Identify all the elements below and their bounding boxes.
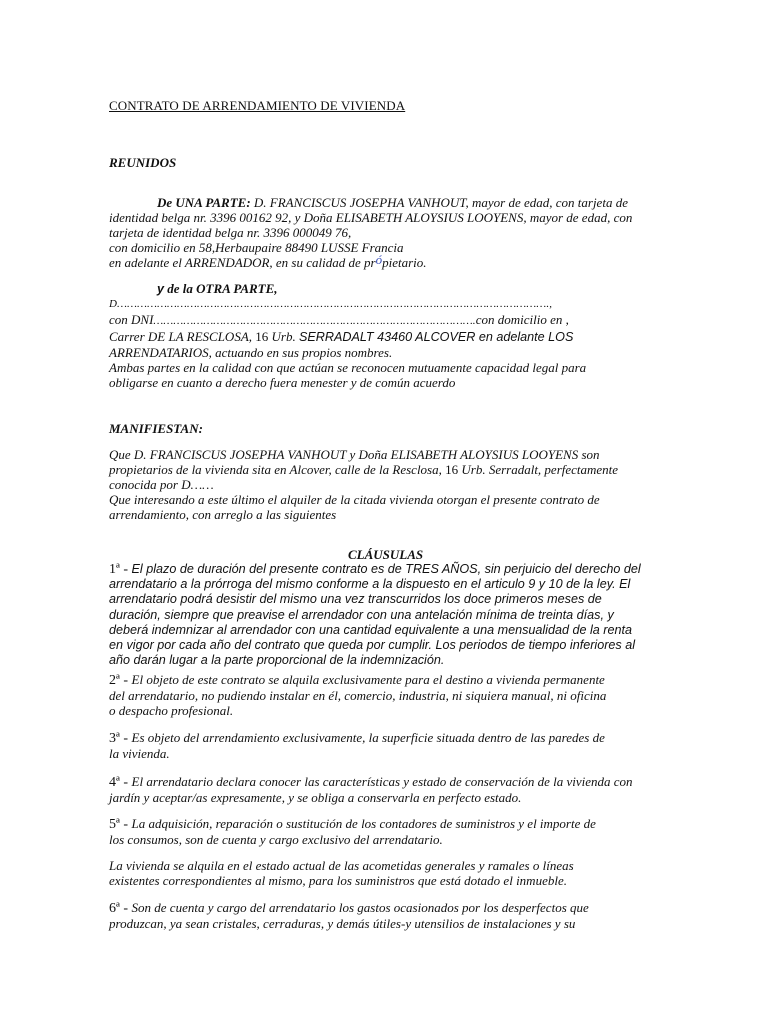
clause-3-line-2: la vivienda. — [109, 746, 170, 761]
manifiestan-line-4: Que interesando a este último el alquiler de la citada vivienda otorgan el presente contrato de — [109, 492, 600, 507]
clause-2-line-1: El objeto de este contrato se alquila exclusivamente para el destino a vivienda permanente — [131, 672, 605, 687]
una-parte-line-5b: ó — [375, 252, 383, 267]
clause-5-continued — [109, 858, 654, 888]
clause-1-number: 1ª - — [109, 562, 132, 577]
clause-2-line-3: o despacho profesional. — [109, 703, 234, 718]
clause-5-line-1: La adquisición, reparación o sustitución de los contadores de suministros y el importe de — [131, 816, 596, 831]
clause-3-number: 3ª - — [109, 731, 132, 746]
manifiestan-line-2c: Urb. Serradalt, perfectamente — [458, 462, 619, 477]
otra-parte-line-1: D…………………………………………………………………………………………………………………., — [109, 298, 553, 310]
clause-3-line-1: Es objeto del arrendamiento exclusivamente, la superficie situada dentro de las paredes de — [131, 730, 605, 745]
otra-parte-paragraph — [109, 281, 654, 390]
otra-parte-label: de la OTRA PARTE, — [167, 281, 278, 296]
una-parte-line-5c: pietario. — [382, 255, 427, 270]
clause-5 — [109, 816, 654, 847]
clause-1-line-3: arrendatario podrá desistir del mismo una vez transcurridos los doce primeros meses de — [109, 592, 602, 607]
manifiestan-line-1: Que D. FRANCISCUS JOSEPHA VANHOUT y Doña ELISABETH ALOYSIUS LOOYENS son — [109, 447, 600, 462]
clausulas-heading: CLÁUSULAS — [348, 547, 424, 562]
manifiestan-line-3: conocida por D…… — [109, 477, 214, 492]
otra-parte-num: 16 — [252, 329, 272, 344]
clause-4-number: 4ª - — [109, 775, 132, 790]
clause-4 — [109, 774, 654, 805]
otra-parte-serradalt: SERRADALT 43460 ALCOVER en adelante LOS — [298, 330, 574, 344]
otra-parte-dni-dots: ……………………………………………………………………………………. — [153, 315, 476, 327]
clause-2 — [109, 672, 654, 718]
manifiestan-line-5: arrendamiento, con arreglo a las siguientes — [109, 507, 337, 522]
clause-6-line-1: Son de cuenta y cargo del arrendatario los gastos ocasionados por los desperfectos que — [131, 900, 589, 915]
clause-4-line-1: El arrendatario declara conocer las características y estado de conservación de la vivienda con — [131, 774, 633, 789]
una-parte-line-3: tarjeta de identidad belga nr. 3396 000049 76, — [109, 225, 352, 240]
clause-1-line-4: duración, siempre que preavise el arrendador con una antelación mínima de treinta días, y — [109, 607, 614, 622]
manifiestan-line-2b: 16 — [445, 462, 459, 477]
clause-1 — [109, 562, 654, 668]
clause-3 — [109, 730, 654, 761]
una-parte-line-2: identidad belga nr. 3396 00162 92, y Doña ELISABETH ALOYSIUS LOOYENS, mayor de edad, con — [109, 210, 633, 225]
clause-6 — [109, 900, 654, 931]
document-title: CONTRATO DE ARRENDAMIENTO DE VIVIENDA — [109, 98, 406, 113]
clause-5b-line-2: existentes correspondientes al mismo, para los suministros que está dotado el inmueble. — [109, 873, 567, 888]
otra-parte-dni-label: con DNI — [109, 312, 154, 327]
clause-2-number: 2ª - — [109, 673, 132, 688]
una-parte-line-5a: en adelante el ARRENDADOR, en su calidad de pr — [109, 255, 376, 270]
clause-2-line-2: del arrendatario, no pudiendo instalar en él, comercio, industria, ni siquiera manual, ni oficina — [109, 688, 607, 703]
otra-parte-line-4: ARRENDATARIOS, actuando en sus propios nombres. — [109, 345, 393, 360]
otra-parte-urb: Urb. — [271, 329, 299, 344]
clause-5b-line-1: La vivienda se alquila en el estado actual de las acometidas generales y ramales o líneas — [109, 858, 574, 873]
reunidos-heading: REUNIDOS — [109, 155, 177, 170]
otra-parte-domicilio: con domicilio en , — [475, 312, 569, 327]
otra-parte-line-5: Ambas partes en la calidad con que actúan se reconocen mutuamente capacidad legal para — [109, 360, 587, 375]
clause-6-number: 6ª - — [109, 901, 132, 916]
clause-5-number: 5ª - — [109, 817, 132, 832]
clause-1-line-5: deberá indemnizar al arrendador con una cantidad equivalente a una mensualidad de la renta — [109, 622, 633, 637]
clause-1-line-6: en vigor por cada año del contrato que queda por cumplir. Los periodos de tiempo inferiores al — [109, 638, 635, 653]
clause-5-line-2: los consumos, son de cuenta y cargo exclusivo del arrendatario. — [109, 832, 443, 847]
clause-1-line-2: arrendatario a la prórroga del mismo conforme a la dispuesto en el articulo 9 y 10 de la ley. El — [109, 577, 631, 592]
una-parte-line-1: D. FRANCISCUS JOSEPHA VANHOUT, mayor de edad, con tarjeta de — [253, 195, 628, 210]
otra-parte-line-6: obligarse en cuanto a derecho fuera menester y de común acuerdo — [109, 375, 456, 390]
manifiestan-paragraph — [109, 447, 654, 522]
manifiestan-heading: MANIFIESTAN: — [109, 421, 203, 436]
manifiestan-line-2a: propietarios de la vivienda sita en Alcover, calle de la Resclosa, — [109, 462, 446, 477]
otra-parte-calle: Carrer DE LA RESCLOSA, — [109, 329, 253, 344]
una-parte-line-4: con domicilio en 58,Herbaupaire 88490 LUSSE Francia — [109, 240, 404, 255]
clause-6-line-2: produzcan, ya sean cristales, cerraduras, y demás útiles-y utensilios de instalaciones y su — [109, 916, 576, 931]
una-parte-paragraph — [109, 195, 654, 270]
clause-1-line-1: El plazo de duración del presente contrato es de TRES AÑOS, sin perjuicio del derecho del — [131, 562, 641, 576]
clause-1-line-7: año darán lugar a la parte proporcional de la indemnización. — [109, 653, 445, 668]
una-parte-label: De UNA PARTE: — [157, 195, 251, 210]
clause-4-line-2: jardín y aceptar/as expresamente, y se obliga a conservarla en perfecto estado. — [109, 790, 522, 805]
otra-parte-label-y: y — [157, 282, 165, 296]
